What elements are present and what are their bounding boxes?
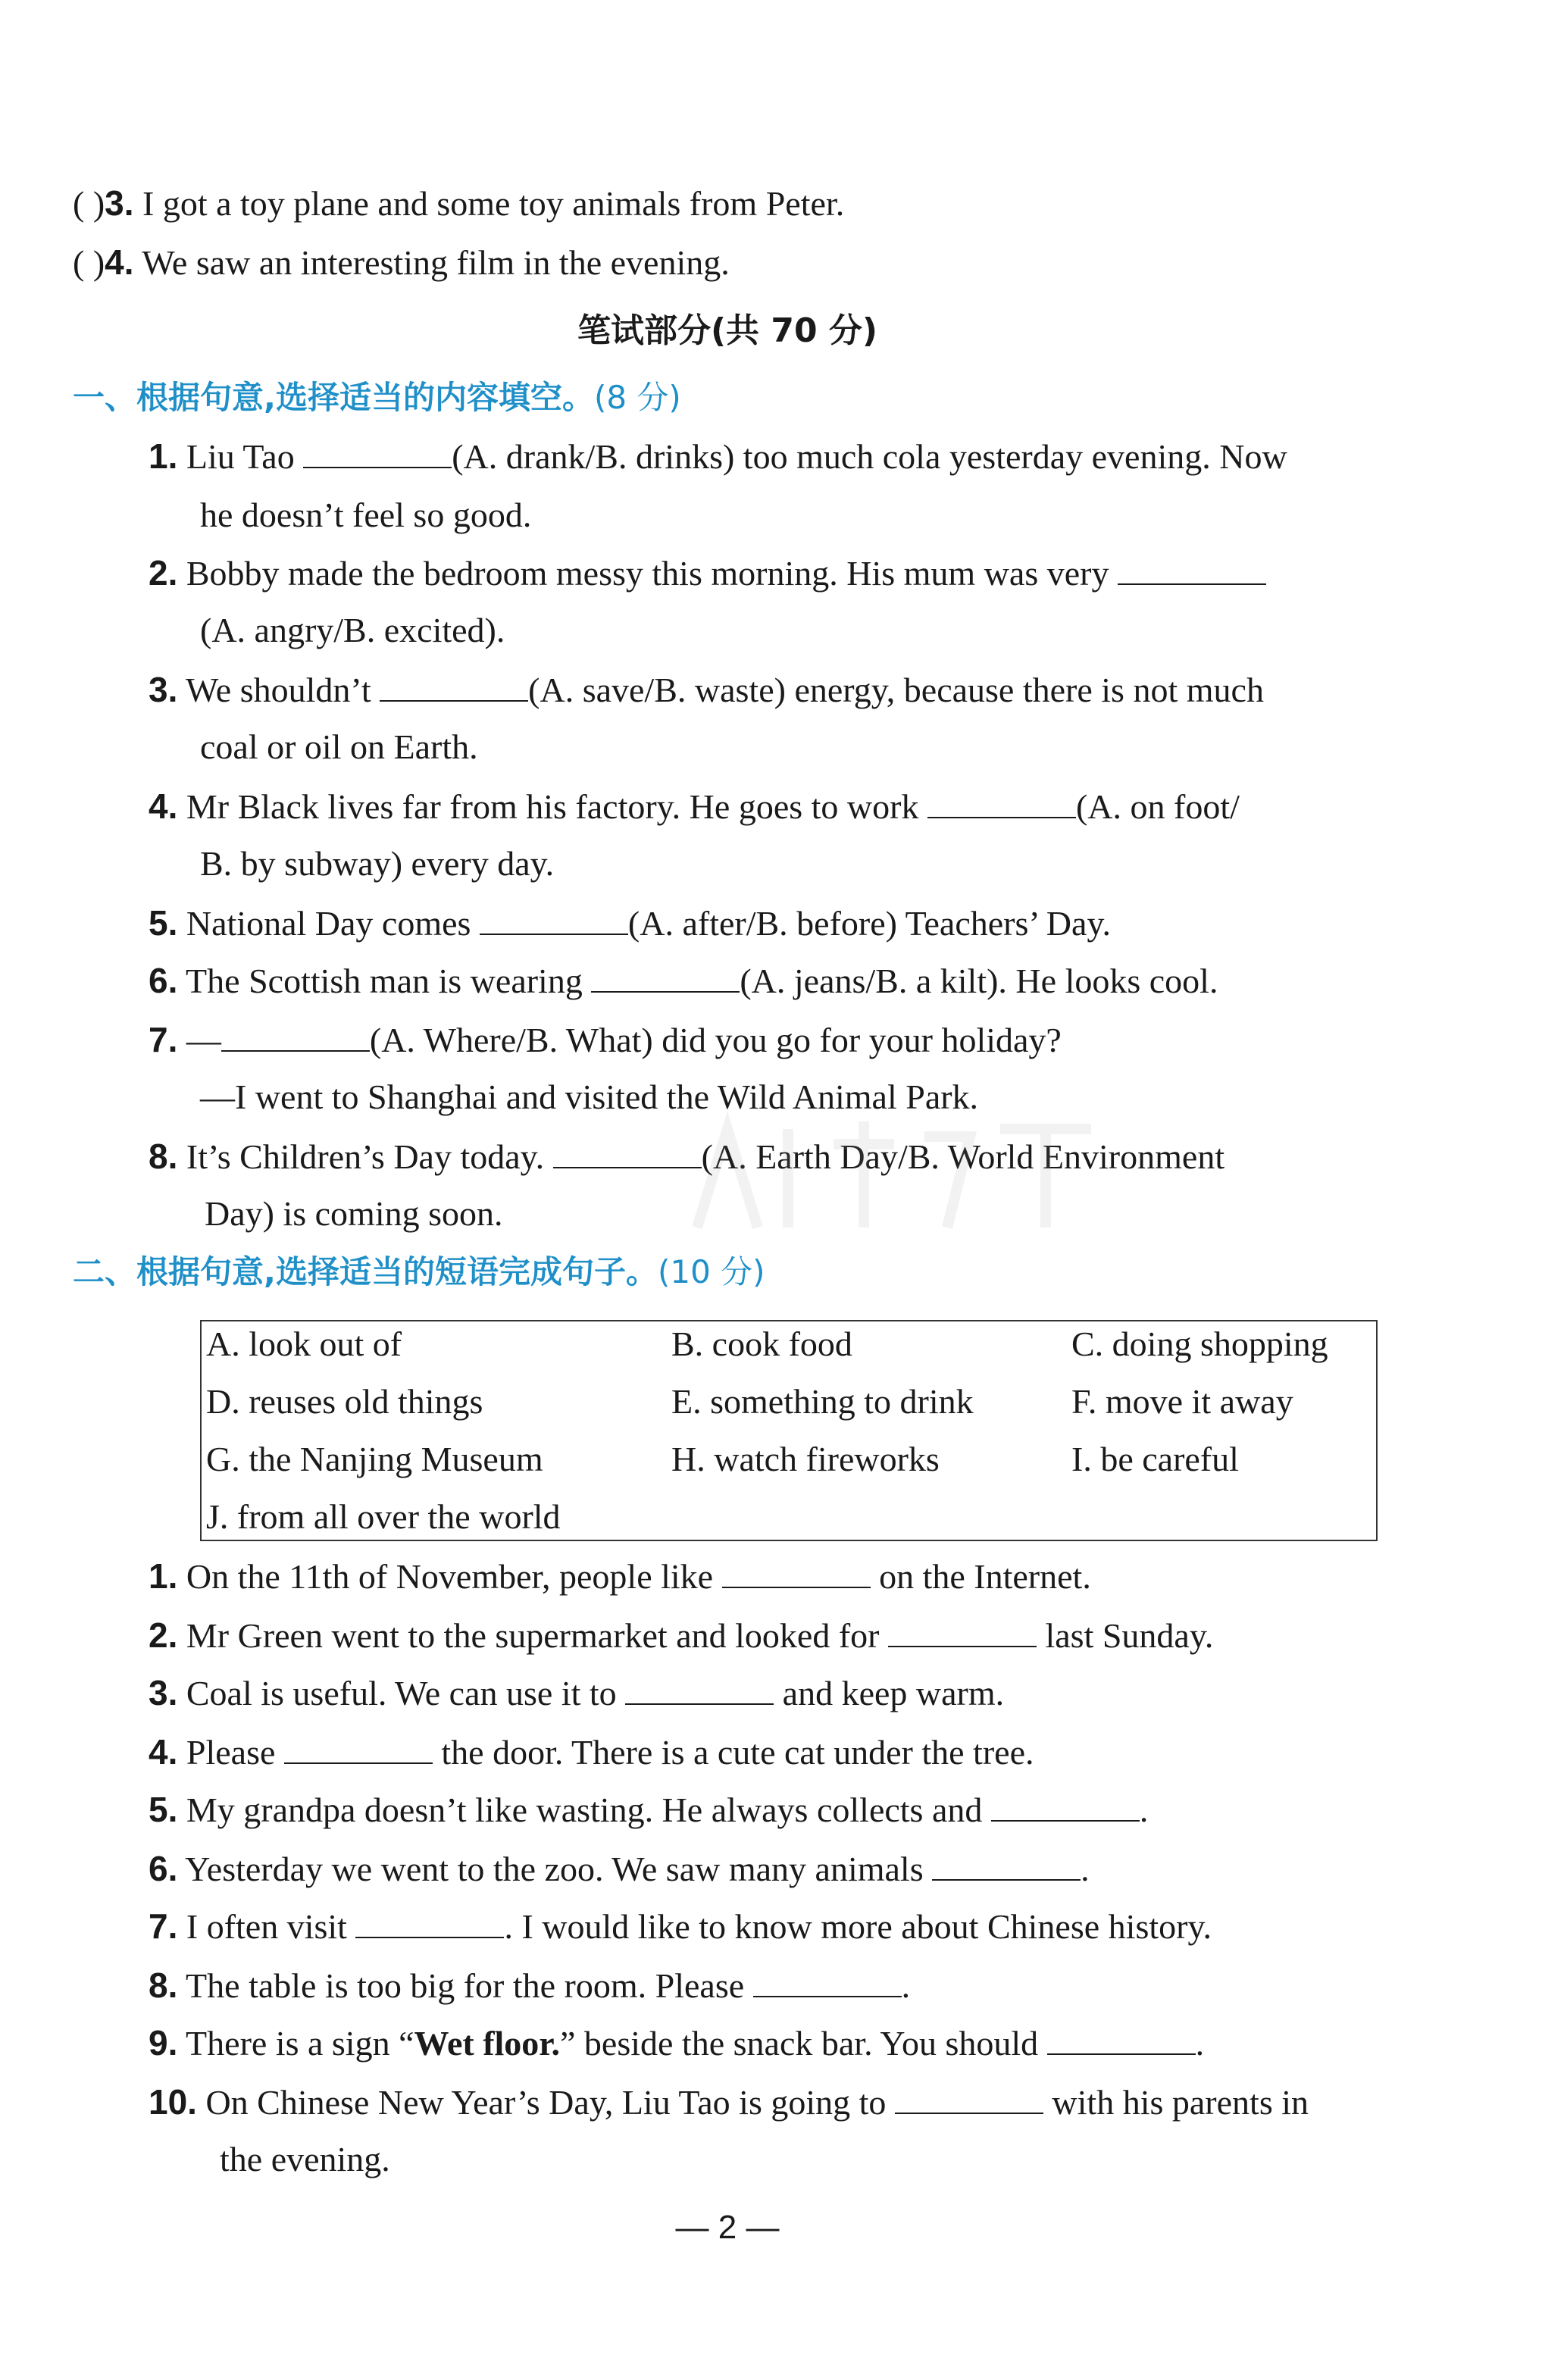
- option-j: J. from all over the world: [206, 1497, 561, 1536]
- item-number: 2.: [149, 553, 178, 593]
- item-number: 6.: [149, 1849, 178, 1888]
- item-text: Coal is useful. We can use it to: [186, 1674, 617, 1712]
- item-text: and keep warm.: [782, 1674, 1005, 1712]
- answer-blank[interactable]: [1047, 2025, 1196, 2055]
- answer-blank[interactable]: [480, 905, 628, 935]
- item-number: 4.: [149, 1732, 178, 1772]
- item-number: 3.: [149, 1673, 178, 1712]
- s1-item-5: [149, 900, 1111, 946]
- s1-item-8-cont: Day) is coming soon.: [205, 1194, 503, 1233]
- item-text: Please: [186, 1733, 276, 1772]
- item-text: .: [1195, 2024, 1205, 2063]
- answer-paren[interactable]: ( ): [73, 184, 105, 223]
- answer-blank[interactable]: [591, 962, 740, 993]
- s1-item-4-cont: B. by subway) every day.: [200, 844, 555, 883]
- item-text: .: [1081, 1850, 1090, 1888]
- item-text: (A. Earth Day/B. World Environment: [701, 1137, 1225, 1176]
- answer-blank[interactable]: [927, 788, 1076, 818]
- item-number: 5.: [149, 903, 178, 943]
- option-d: D. reuses old things: [206, 1382, 483, 1421]
- item-number: 5.: [149, 1790, 178, 1829]
- answer-blank[interactable]: [722, 1558, 871, 1588]
- item-number: 3.: [105, 183, 134, 223]
- item-text: ” beside the snack bar. You should: [560, 2024, 1039, 2063]
- item-text: .: [901, 1966, 911, 2005]
- s2-item-2: [149, 1612, 1213, 1659]
- item-number: 2.: [149, 1615, 178, 1655]
- answer-blank[interactable]: [303, 438, 452, 468]
- s1-item-7: [149, 1017, 1062, 1063]
- item-text: I often visit: [186, 1907, 347, 1946]
- option-h: H. watch fireworks: [671, 1440, 940, 1478]
- answer-blank[interactable]: [895, 2084, 1043, 2114]
- answer-blank[interactable]: [355, 1908, 504, 1938]
- item-number: 4.: [105, 242, 134, 282]
- option-b: B. cook food: [671, 1324, 852, 1363]
- s2-item-6: [149, 1846, 1090, 1892]
- item-text: (A. jeans/B. a kilt). He looks cool.: [740, 962, 1218, 1000]
- section-1-points: (8 分): [593, 379, 681, 416]
- s2-item-3: [149, 1670, 1004, 1716]
- s2-item-10: [149, 2079, 1309, 2125]
- item-number: 1.: [149, 1556, 178, 1596]
- page-number: — 2 —: [675, 2209, 780, 2246]
- option-a: A. look out of: [206, 1324, 402, 1363]
- listening-item-3: [73, 180, 844, 227]
- answer-blank[interactable]: [753, 1967, 902, 1997]
- item-number: 9.: [149, 2023, 178, 2063]
- section-1-title: [73, 373, 681, 418]
- section-1-title-text: 一、根据句意,选择适当的内容填空。: [73, 379, 594, 416]
- item-text: Mr Green went to the supermarket and looked for: [186, 1616, 880, 1655]
- item-text: last Sunday.: [1045, 1616, 1214, 1655]
- item-text: My grandpa doesn’t like wasting. He always collects and: [186, 1790, 983, 1829]
- sign-text: Wet floor.: [414, 2024, 560, 2063]
- item-text: —: [186, 1021, 221, 1059]
- item-text: (A. on foot/: [1075, 787, 1240, 826]
- item-number: 8.: [149, 1137, 178, 1176]
- item-text: the door. There is a cute cat under the tree.: [441, 1733, 1034, 1772]
- answer-blank[interactable]: [888, 1617, 1037, 1647]
- answer-blank[interactable]: [625, 1675, 774, 1705]
- s2-item-1: [149, 1553, 1091, 1600]
- s1-item-7-cont: —I went to Shanghai and visited the Wild Animal Park.: [200, 1077, 979, 1116]
- item-text: We saw an interesting film in the evening.: [142, 243, 730, 282]
- section-2-title-text: 二、根据句意,选择适当的短语完成句子。: [73, 1253, 658, 1290]
- item-text: .: [1139, 1790, 1149, 1829]
- answer-blank[interactable]: [932, 1850, 1081, 1881]
- s2-item-4: [149, 1729, 1034, 1775]
- item-text: Mr Black lives far from his factory. He goes to work: [186, 787, 919, 826]
- item-text: We shouldn’t: [186, 671, 371, 709]
- written-part-heading: 笔试部分(共 70 分): [577, 311, 878, 350]
- s2-item-9: [149, 2020, 1204, 2066]
- s1-item-1-cont: he doesn’t feel so good.: [200, 496, 532, 534]
- item-number: 1.: [149, 436, 178, 476]
- item-number: 6.: [149, 961, 178, 1000]
- answer-blank[interactable]: [553, 1138, 702, 1168]
- s1-item-2-cont: (A. angry/B. excited).: [200, 611, 505, 649]
- item-text: (A. save/B. waste) energy, because there is not much: [528, 671, 1264, 709]
- item-number: 10.: [149, 2082, 197, 2122]
- item-text: . I would like to know more about Chinese history.: [504, 1907, 1212, 1946]
- item-text: Yesterday we went to the zoo. We saw many animals: [185, 1850, 924, 1888]
- s1-item-1: [149, 433, 1287, 480]
- item-text: Bobby made the bedroom messy this morning. His mum was very: [186, 554, 1109, 593]
- options-box: [200, 1320, 1378, 1541]
- item-number: 4.: [149, 787, 178, 826]
- item-text: Liu Tao: [186, 437, 295, 476]
- item-number: 7.: [149, 1020, 178, 1059]
- watermark-logo: [682, 1099, 1106, 1250]
- item-text: (A. after/B. before) Teachers’ Day.: [627, 904, 1111, 943]
- item-text: National Day comes: [186, 904, 471, 943]
- s1-item-3-cont: coal or oil on Earth.: [200, 727, 478, 766]
- answer-blank[interactable]: [991, 1791, 1140, 1822]
- section-2-points: (10 分): [657, 1253, 765, 1290]
- s2-item-8: [149, 1962, 910, 2009]
- s1-item-6: [149, 958, 1218, 1004]
- item-number: 3.: [149, 670, 178, 709]
- listening-item-4: [73, 239, 730, 286]
- item-number: 7.: [149, 1906, 178, 1946]
- s1-item-3: [149, 667, 1264, 713]
- answer-blank[interactable]: [284, 1734, 433, 1764]
- item-text: The Scottish man is wearing: [186, 962, 583, 1000]
- item-text: with his parents in: [1052, 2083, 1309, 2122]
- answer-blank[interactable]: [221, 1021, 370, 1052]
- s1-item-2: [149, 550, 1266, 596]
- answer-blank[interactable]: [1118, 555, 1266, 585]
- item-text: (A. Where/B. What) did you go for your holiday?: [369, 1021, 1062, 1059]
- item-text: On Chinese New Year’s Day, Liu Tao is going to: [205, 2083, 887, 2122]
- option-g: G. the Nanjing Museum: [206, 1440, 543, 1478]
- section-2-title: [73, 1247, 765, 1293]
- item-text: I got a toy plane and some toy animals from Peter.: [142, 184, 845, 223]
- answer-paren[interactable]: ( ): [73, 243, 105, 282]
- s1-item-4: [149, 783, 1240, 830]
- option-f: F. move it away: [1071, 1382, 1293, 1421]
- s2-item-7: [149, 1903, 1212, 1950]
- item-text: (A. drank/B. drinks) too much cola yesterday evening. Now: [452, 437, 1287, 476]
- option-c: C. doing shopping: [1071, 1324, 1328, 1363]
- s2-item-10-cont: the evening.: [220, 2140, 390, 2178]
- item-number: 8.: [149, 1966, 178, 2005]
- item-text: on the Internet.: [879, 1557, 1091, 1596]
- item-text: There is a sign “: [186, 2024, 414, 2063]
- s2-item-5: [149, 1787, 1148, 1833]
- item-text: It’s Children’s Day today.: [186, 1137, 545, 1176]
- item-text: On the 11th of November, people like: [186, 1557, 714, 1596]
- option-i: I. be careful: [1071, 1440, 1239, 1478]
- option-e: E. something to drink: [671, 1382, 974, 1421]
- item-text: The table is too big for the room. Please: [186, 1966, 745, 2005]
- answer-blank[interactable]: [380, 671, 528, 702]
